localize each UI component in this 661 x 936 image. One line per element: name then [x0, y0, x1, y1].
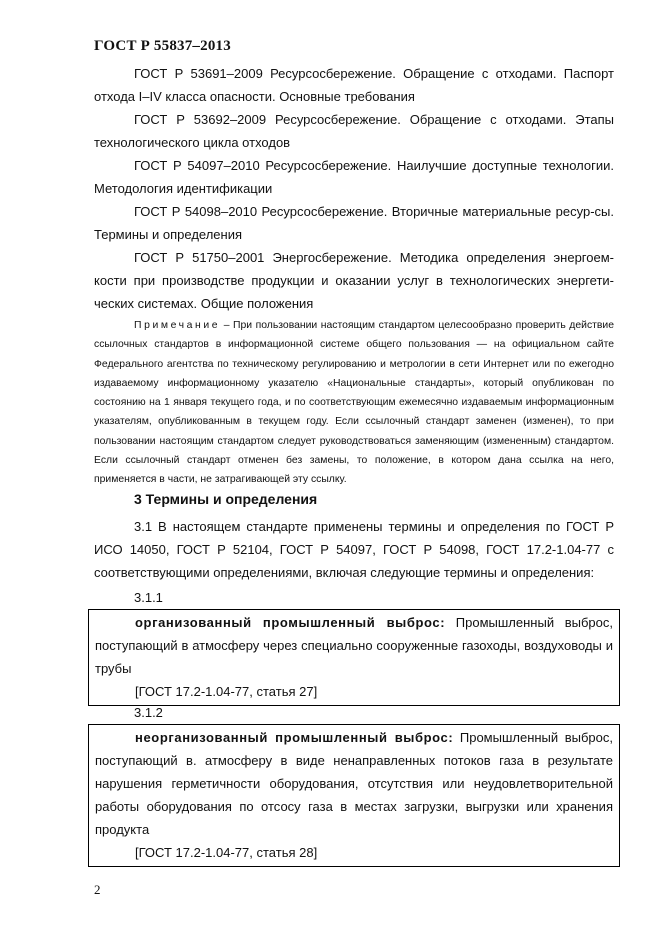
references-note	[94, 316, 614, 490]
reference-item: ГОСТ Р 53692–2009 Ресурсосбережение. Обращение с отходами. Этапы технологического цикла отходов	[94, 112, 614, 150]
term-name: неорганизованный промышленный выброс:	[135, 730, 454, 745]
term-definition-text: Промышленный выброс, поступающий в атмосферу через специально сооруженные газоходы, воздуховоды и трубы	[95, 615, 613, 676]
term-definition-text: Промышленный выброс, поступающий в. атмосферу в виде ненаправленных потоков газа в результате нарушения герметичности оборудования, отсутствия или неудовлетворительной работы оборудования по отсосу газа в местах загрузки, выгрузки или хранения продукта	[95, 730, 613, 837]
reference-item: ГОСТ Р 54097–2010 Ресурсосбережение. Наилучшие доступные технологии. Методология идентификации	[94, 158, 614, 196]
term-definition	[95, 611, 613, 680]
reference-item: ГОСТ Р 51750–2001 Энергосбережение. Методика определения энергоем-кости при производстве продукции и оказании услуг в технологических энергети-ческих системах. Общие положения	[94, 250, 614, 311]
note-label: Примечание	[134, 320, 221, 331]
term-source: [ГОСТ 17.2-1.04-77, статья 27]	[135, 684, 318, 699]
term-name: организованный промышленный выброс:	[135, 615, 446, 630]
term-box	[88, 609, 620, 706]
page-header-title: ГОСТ Р 55837–2013	[94, 38, 231, 54]
term-number: 3.1.1	[134, 590, 163, 605]
section-intro: 3.1 В настоящем стандарте применены термины и определения по ГОСТ Р ИСО 14050, ГОСТ Р 52104, ГОСТ Р 54097, ГОСТ Р 54098, ГОСТ 17.2-1.04-77 с соответствующими определениями, включая следующие термины и определения:	[94, 519, 614, 580]
page-number: 2	[94, 882, 101, 897]
note-text: – При пользовании настоящим стандартом целесообразно проверить действие ссылочных стандартов в информационной системе общего пользования — на официальном сайте Федерального агентства по техническому регулированию и метрологии в сети Интернет или по ежегодно издаваемому информационному указателю «Национальные стандарты», который опубликован по состоянию на 1 января текущего года, и по соответствующим ежемесячно издаваемым информационным указателям, опубликованным в текущем году. Если ссылочный стандарт заменен (изменен), то при пользовании настоящим стандартом следует руководствоваться заменяющим (измененным) стандартом. Если ссылочный стандарт отменен без замены, то положение, в котором дана ссылка на него, применяется в части, не затрагивающей эту ссылку.	[94, 320, 614, 486]
normative-references-list	[94, 62, 614, 315]
reference-item: ГОСТ Р 54098–2010 Ресурсосбережение. Вторичные материальные ресур-сы. Термины и определения	[94, 204, 614, 242]
reference-item: ГОСТ Р 53691–2009 Ресурсосбережение. Обращение с отходами. Паспорт отхода I–IV класса опасности. Основные требования	[94, 66, 614, 104]
term-number: 3.1.2	[134, 705, 163, 720]
term-source: [ГОСТ 17.2-1.04-77, статья 28]	[135, 845, 318, 860]
section-heading: 3 Термины и определения	[134, 491, 318, 507]
term-definition	[95, 726, 613, 841]
term-box	[88, 724, 620, 867]
